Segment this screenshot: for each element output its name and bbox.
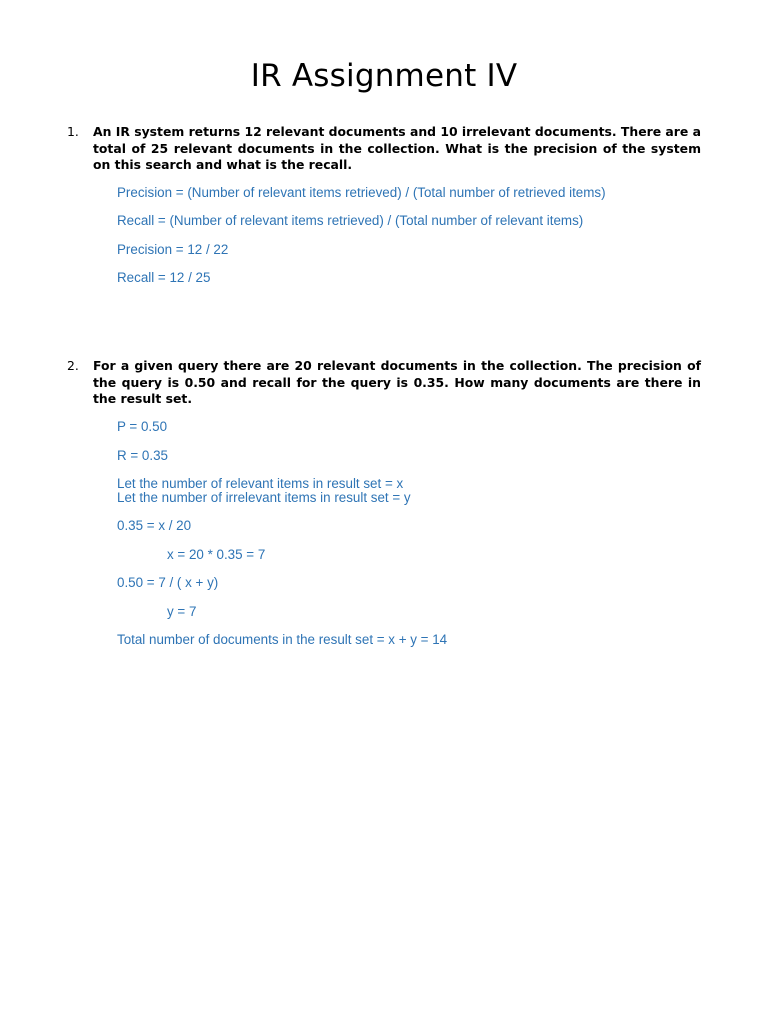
answer-line: Precision = 12 / 22	[117, 242, 229, 257]
answer-line: Total number of documents in the result set = x + y = 14	[117, 632, 448, 647]
answer-line: Let the number of irrelevant items in result set = y	[117, 490, 411, 505]
answer-line: x = 20 * 0.35 = 7	[167, 547, 266, 562]
question-2	[67, 358, 701, 408]
question-1	[67, 124, 701, 174]
answer-line: Recall = 12 / 25	[117, 270, 211, 285]
question-text: For a given query there are 20 relevant documents in the collection. The precision of the query is 0.50 and recall for the query is 0.35. How many documents are there in the result set.	[93, 358, 701, 406]
question-number: 1.	[67, 124, 79, 139]
answer-line: Let the number of relevant items in result set = x	[117, 476, 404, 491]
question-text: An IR system returns 12 relevant documents and 10 irrelevant documents. There are a total of 25 relevant documents in the collection. What is the precision of the system on this search and what is the recall.	[93, 124, 701, 172]
answer-line: Recall = (Number of relevant items retrieved) / (Total number of relevant items)	[117, 213, 584, 228]
answer-line: Precision = (Number of relevant items retrieved) / (Total number of retrieved items)	[117, 185, 606, 200]
answer-line: y = 7	[167, 604, 197, 619]
question-number: 2.	[67, 358, 79, 373]
answer-line: R = 0.35	[117, 448, 168, 463]
answer-line: 0.35 = x / 20	[117, 518, 192, 533]
answer-line: P = 0.50	[117, 419, 168, 434]
answer-line: 0.50 = 7 / ( x + y)	[117, 575, 219, 590]
page-title: IR Assignment IV	[250, 58, 518, 94]
